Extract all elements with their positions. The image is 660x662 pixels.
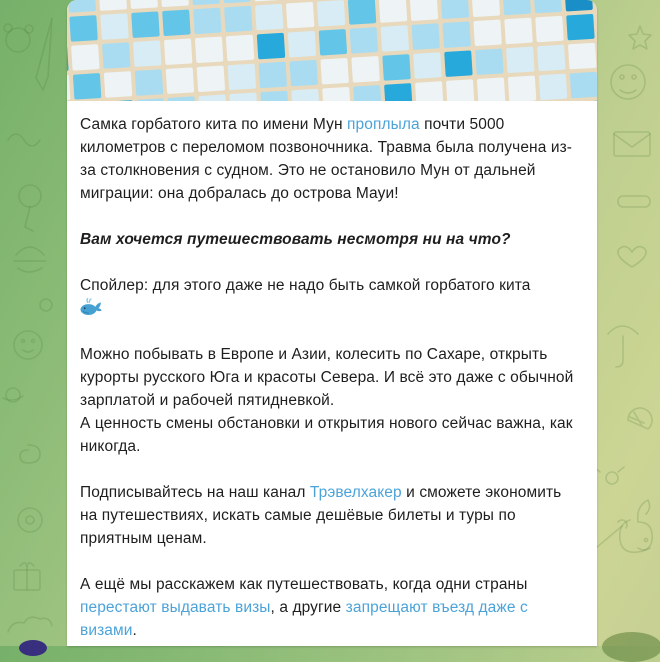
mosaic-tile — [288, 31, 316, 58]
mosaic-tile — [533, 0, 561, 13]
text-segment: Подписывайтесь на наш канал — [80, 484, 310, 501]
message-paragraph — [80, 481, 583, 550]
mosaic-tile — [289, 60, 317, 87]
mosaic-tile — [106, 100, 134, 101]
mosaic-tile — [410, 0, 438, 21]
whale-emoji-icon — [80, 298, 102, 316]
text-segment: , а другие — [271, 599, 346, 616]
doodle-shell-icon — [628, 408, 652, 429]
text-segment: Вам хочется путешествовать несмотря ни на что? — [80, 231, 511, 248]
message-paragraph — [80, 274, 583, 320]
doodle-umbrella-icon — [608, 326, 638, 367]
doodle-heart-icon — [618, 247, 646, 267]
doodle-envelope-icon — [614, 132, 650, 156]
doodle-candy2-icon — [606, 472, 618, 484]
mosaic-tile — [260, 91, 288, 101]
mosaic-tile — [320, 58, 348, 85]
mosaic-tile — [222, 0, 250, 3]
message-paragraph — [80, 343, 583, 458]
mosaic-tile — [104, 71, 132, 98]
mosaic-tile — [382, 54, 410, 81]
mosaic-tile — [446, 79, 474, 101]
mosaic-tile — [319, 29, 347, 56]
mosaic-tile — [255, 4, 283, 31]
bottom-partial-circle — [19, 640, 47, 656]
mosaic-tile — [504, 18, 532, 45]
mosaic-tile — [291, 89, 319, 101]
doodle-face-icon — [14, 331, 42, 359]
mosaic-tile — [286, 2, 314, 29]
mosaic-tile — [224, 6, 252, 33]
mosaic-tile — [473, 19, 501, 46]
inline-link[interactable]: перестают выдавать визы — [80, 599, 271, 616]
message-paragraph — [80, 228, 583, 251]
text-segment: Можно побывать в Европе и Азии, колесить по Сахаре, открыть курорты русского Юга и красоты Севера. И всё это даже с обычной зарплатой и рабочей пятидневкой. А ценность смены обстановки и открытия нового сейчас важна, как никогда. — [80, 346, 573, 455]
mosaic-tile — [535, 16, 563, 43]
mosaic-tile — [166, 67, 194, 94]
mosaic-tile — [228, 64, 256, 91]
bottom-right-doodle-blob — [602, 632, 660, 662]
mosaic-tile — [131, 11, 159, 38]
mosaic-tile — [135, 69, 163, 96]
mosaic-tile — [167, 96, 195, 101]
mosaic-tile — [570, 72, 597, 99]
mosaic-tile — [384, 83, 412, 101]
mosaic-tile — [508, 75, 536, 101]
message-paragraph — [80, 573, 583, 642]
doodle-donut-icon — [18, 508, 42, 532]
mosaic-tile — [193, 8, 221, 35]
mosaic-tile — [137, 98, 165, 101]
mosaic-tile — [226, 35, 254, 62]
doodle-paintbrush-icon — [36, 18, 52, 90]
mosaic-tile — [381, 25, 409, 52]
doodle-burger-icon — [14, 247, 46, 272]
mosaic-tile — [191, 0, 219, 5]
mosaic-tile — [444, 50, 472, 77]
inline-link[interactable]: проплыла — [347, 116, 420, 133]
mosaic-tile — [257, 33, 285, 60]
doodle-spiral-icon — [20, 445, 40, 463]
mosaic-tile — [102, 42, 130, 69]
doodle-roll-icon — [618, 196, 650, 207]
doodle-star-icon — [629, 26, 651, 49]
mosaic-tile — [348, 0, 376, 25]
doodle-dino-icon — [620, 500, 653, 552]
mosaic-tile — [162, 9, 190, 36]
mosaic-tile — [477, 77, 505, 101]
mosaic-tile — [68, 0, 96, 13]
mosaic-tile — [100, 13, 128, 40]
mosaic-tile — [259, 62, 287, 89]
mosaic-tile — [415, 81, 443, 101]
mosaic-tile — [506, 47, 534, 74]
mosaic-tile — [160, 0, 188, 7]
mosaic-tile — [322, 87, 350, 101]
text-segment: . — [133, 622, 137, 639]
mosaic-tile — [475, 48, 503, 75]
mosaic-tile — [67, 75, 70, 101]
mosaic-tile — [568, 43, 596, 70]
mosaic-tile — [197, 65, 225, 92]
text-segment: Самка горбатого кита по имени Мун — [80, 116, 347, 133]
doodle-cloud-icon — [8, 617, 52, 632]
mosaic-tile — [129, 0, 157, 9]
doodle-creature-icon — [611, 65, 645, 99]
mosaic-tile — [195, 37, 223, 64]
mosaic-tile — [350, 27, 378, 54]
text-segment: А ещё мы расскажем как путешествовать, когда одни страны — [80, 576, 527, 593]
mosaic-tile — [379, 0, 407, 23]
mosaic-tile — [537, 45, 565, 72]
text-segment: Спойлер: для этого даже не надо быть самкой горбатого кита — [80, 277, 531, 294]
mosaic-tile — [539, 74, 567, 101]
inline-link[interactable]: запрещают въезд даже с визами — [80, 599, 528, 639]
message-bubble — [67, 0, 597, 646]
doodle-squiggle-icon — [8, 134, 40, 146]
mosaic-tile — [413, 52, 441, 79]
mosaic-tile — [564, 0, 592, 11]
mosaic-grid — [67, 0, 597, 101]
mosaic-tile — [472, 0, 500, 17]
mosaic-tile — [566, 14, 594, 41]
mosaic-tile — [351, 56, 379, 83]
text-segment: и сможете экономить на путешествиях, искать самые дешёвые билеты и туры по приятным ценам. — [80, 484, 561, 547]
inline-link[interactable]: Трэвелхакер — [310, 484, 402, 501]
mosaic-tile — [99, 0, 127, 11]
message-photo[interactable] — [67, 0, 597, 101]
mosaic-tile — [317, 0, 345, 27]
message-text — [67, 101, 597, 642]
mosaic-tile — [503, 0, 531, 15]
mosaic-tile — [67, 46, 69, 73]
mosaic-tile — [353, 85, 381, 101]
mosaic-tile — [73, 73, 101, 100]
mosaic-tile — [441, 0, 469, 19]
mosaic-tile — [71, 44, 99, 71]
mosaic-tile — [411, 23, 439, 50]
mosaic-tile — [229, 93, 257, 101]
mosaic-tile — [69, 15, 97, 42]
mosaic-tile — [133, 40, 161, 67]
mosaic-tile — [442, 21, 470, 48]
mosaic-tile — [198, 94, 226, 101]
doodle-candy-icon — [40, 299, 52, 311]
mosaic-tile — [595, 0, 597, 10]
doodle-balloon-icon — [19, 185, 41, 207]
mosaic-tile — [164, 38, 192, 65]
text-segment: почти 5000 километров с переломом позвоночника. Травма была получена из-за столкновения с судном. Это не остановило Мун от дальней миграции: она добралась до острова Мауи! — [80, 116, 572, 202]
message-paragraph — [80, 113, 583, 205]
mosaic-tile — [253, 0, 281, 1]
